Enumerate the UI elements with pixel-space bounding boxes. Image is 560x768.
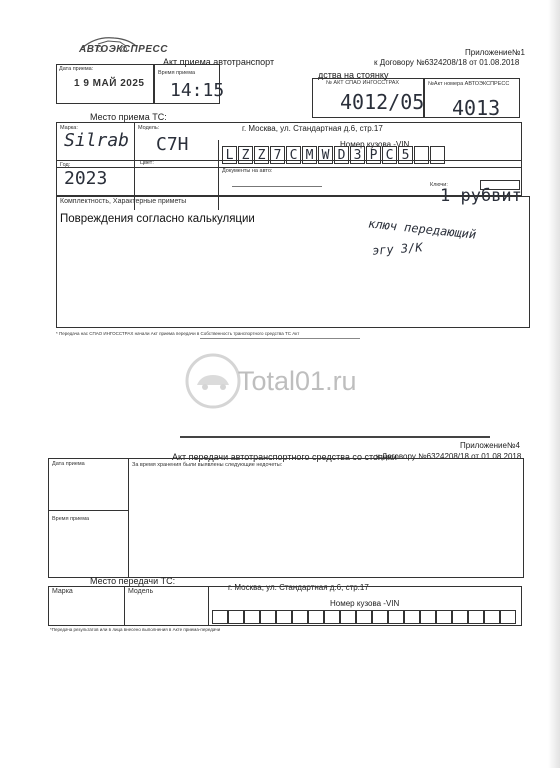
place-value-top: г. Москва, ул. Стандартная д.6, стр.17 <box>242 124 383 133</box>
damage-text: Повреждения согласно калькуляции <box>60 213 255 225</box>
vin-cell: W <box>318 146 333 164</box>
vin-cell-blank <box>308 610 324 624</box>
date-label: Дата приема: <box>59 66 94 72</box>
footnote-bottom: *Передача результатов или в лица внесено выполнения в Акте приема-передачи <box>50 627 221 632</box>
vin-cell: 5 <box>398 146 413 164</box>
vin-cell-blank <box>356 610 372 624</box>
vin-cell: D <box>334 146 349 164</box>
brand-label: Марка: <box>60 125 78 131</box>
year-label: Год: <box>60 162 71 168</box>
vin-cell-blank <box>244 610 260 624</box>
vin-cell: M <box>302 146 317 164</box>
act-title-part1: Акт приема автотранспорт <box>163 57 275 67</box>
bottom-place-value: г. Москва, ул. Стандартная д.6, стр.17 <box>228 583 369 592</box>
vin-cell-blank <box>212 610 228 624</box>
act-number-handwritten: 4012/05 <box>340 90 425 114</box>
bottom-vin-label: Номер кузова -VIN <box>330 599 400 608</box>
avto-number-handwritten: 4013 <box>452 96 501 120</box>
bottom-model-label: Модель <box>128 588 154 595</box>
vin-cell-blank <box>500 610 516 624</box>
vin-cell-blank <box>420 610 436 624</box>
docs-label: Документы на авто: <box>222 168 273 174</box>
page-edge-shadow <box>548 0 560 768</box>
contract-ref-top: к Договору №6324208/18 от 01.08.2018 <box>374 58 520 67</box>
vin-cell: C <box>382 146 397 164</box>
bottom-date-label: Дата приема <box>52 461 85 467</box>
time-handwritten: 14:15 <box>170 80 225 101</box>
note-handwritten-1: ключ передающий <box>367 216 477 242</box>
brand-handwritten: Silrab <box>64 130 130 151</box>
divider <box>208 586 209 626</box>
bottom-brand-label: Марка <box>52 588 73 595</box>
act-title-part2: дства на стоянку <box>318 70 389 80</box>
vin-label-top: Номер кузова -VIN <box>340 140 410 149</box>
place-label-top: Место приема ТС: <box>90 112 167 122</box>
bottom-main-box <box>48 458 524 578</box>
avto-number-label: №Акт номера АВТОЭКСПРЕСС <box>428 81 510 87</box>
vin-cell-blank <box>468 610 484 624</box>
time-label: Время приема <box>158 70 196 76</box>
vin-cell: P <box>366 146 381 164</box>
complete-label: Комплектность, Характерные приметы <box>60 198 187 205</box>
faint-line <box>200 338 360 339</box>
bottom-act-title: Акт передачи автотранспортного средства со стоянки <box>172 452 397 462</box>
keys-label: Ключи: <box>430 182 448 188</box>
model-handwritten: C7H <box>156 134 189 155</box>
vin-cell-blank <box>340 610 356 624</box>
vin-cell-blank <box>452 610 468 624</box>
date-stamp: 1 9 МАЙ 2025 <box>74 78 145 89</box>
vin-cell-blank <box>276 610 292 624</box>
year-handwritten: 2023 <box>64 168 108 189</box>
color-label: Цвет: <box>140 160 154 166</box>
vin-cell: L <box>222 146 237 164</box>
vin-cell-blank <box>388 610 404 624</box>
keys-handwritten: 1 рубвит <box>440 186 522 206</box>
cut-line <box>180 436 490 438</box>
bottom-place-label: Место передачи ТС: <box>90 576 176 586</box>
vin-cell-blank <box>372 610 388 624</box>
appendix-1-label: Приложение№1 <box>465 48 525 57</box>
vin-cell-blank <box>228 610 244 624</box>
vin-cell-blank <box>324 610 340 624</box>
vin-cell-blank <box>292 610 308 624</box>
divider <box>124 586 125 626</box>
bottom-time-label: Время приема <box>52 516 90 522</box>
vin-cell: Z <box>254 146 269 164</box>
act-number-label: № АКТ СПАО ИНГОССТРАХ <box>326 80 400 86</box>
vin-cell-blank <box>404 610 420 624</box>
model-label: Модель: <box>138 125 160 131</box>
footnote-top: * Передача нас СПАО ИНГОССТРАХ начали Акт приема передачи в Собственность транспортного средства ТС Акт <box>56 331 300 336</box>
vin-cell: Z <box>238 146 253 164</box>
divider <box>128 458 129 578</box>
divider <box>48 510 128 511</box>
vin-cell-blank <box>484 610 500 624</box>
note-handwritten-2: эгу З/К <box>371 240 424 258</box>
vin-cell: C <box>286 146 301 164</box>
vin-cell: 7 <box>270 146 285 164</box>
defects-label: За время хранения были выявлены следующие недочеты: <box>132 462 283 468</box>
vin-cell-blank <box>260 610 276 624</box>
watermark-text: Total01.ru <box>238 366 357 396</box>
appendix-4-label: Приложение№4 <box>460 441 520 450</box>
docs-underline <box>232 186 322 187</box>
vin-cell: 3 <box>350 146 365 164</box>
logo-text: АВТОЭКСПРЕСС <box>79 44 168 55</box>
vin-cell-blank <box>436 610 452 624</box>
contract-ref-bottom: к Договору №6324208/18 от 01.08.2018 <box>376 452 522 461</box>
